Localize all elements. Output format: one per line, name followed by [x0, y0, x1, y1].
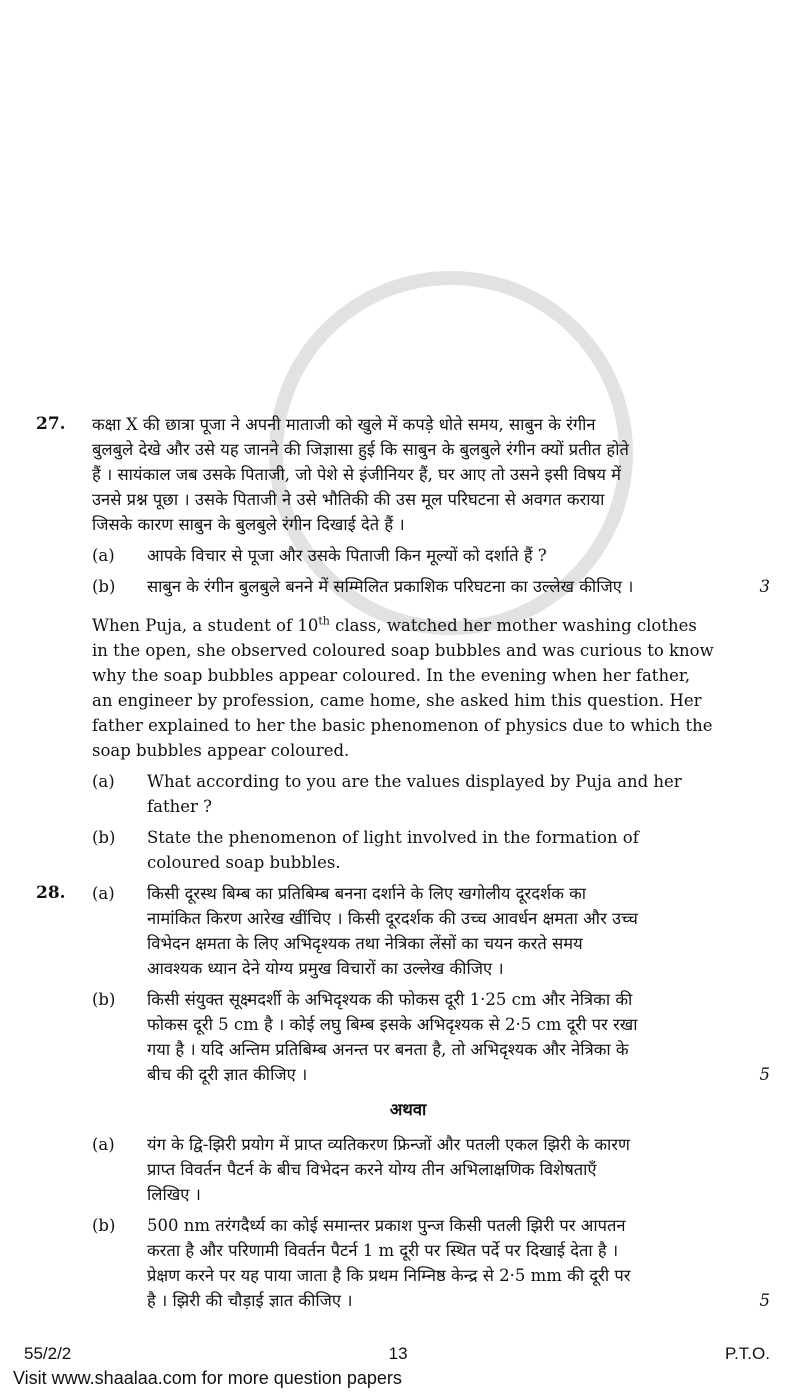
q27-english-a-line: father ?: [147, 797, 212, 816]
please-turn-over: P.T.O.: [724, 1344, 770, 1363]
page-number: 13: [388, 1344, 408, 1363]
q28-a-line: विभेदन क्षमता के लिए अभिदृश्यक तथा नेत्रिका लेंसों का चयन करते समय: [147, 934, 583, 953]
q27-hindi-stem: [36, 412, 770, 537]
q28-or-b-text: [147, 1213, 724, 1313]
q27-english-line: in the open, she observed coloured soap bubbles and was curious to know: [92, 641, 714, 660]
q28-or-b-line: 500 nm तरंगदैर्ध्य का कोई समान्तर प्रकाश पुन्ज किसी पतली झिरी पर आपतन: [147, 1216, 626, 1235]
q27-hindi-b-row: [36, 574, 770, 599]
q28-or-b-row: [36, 1213, 770, 1313]
subpart-label: (b): [92, 990, 116, 1009]
q28-b-line: बीच की दूरी ज्ञात कीजिए ।: [147, 1065, 308, 1084]
q28-a-text: [147, 881, 724, 981]
q27-english-b-line: State the phenomenon of light involved in the formation of: [147, 828, 639, 847]
q27-english-a: [147, 769, 724, 819]
q28-a-line: किसी दूरस्थ बिम्ब का प्रतिबिम्ब बनना दर्शाने के लिए खगोलीय दूरदर्शक का: [147, 884, 587, 903]
marks: 5: [759, 1291, 770, 1310]
marks: 5: [759, 1065, 770, 1084]
q28-a-line: आवश्यक ध्यान देने योग्य प्रमुख विचारों का उल्लेख कीजिए ।: [147, 959, 504, 978]
q27-english-line: an engineer by profession, came home, she asked him this question. Her: [92, 691, 702, 710]
q28-or-a-row: [36, 1132, 770, 1207]
q27-english-stem: [36, 613, 770, 763]
q27-hindi-line: बुलबुले देखे और उसे यह जानने की जिज्ञासा हुई कि साबुन के बुलबुले रंगीन क्यों प्रतीत होते: [92, 440, 629, 459]
q27-english-line: why the soap bubbles appear coloured. In the evening when her father,: [92, 666, 691, 685]
q28-or-a-text: [147, 1132, 724, 1207]
q28-or-a-line: लिखिए ।: [147, 1185, 201, 1204]
q27-english-b-line: coloured soap bubbles.: [147, 853, 341, 872]
q27-hindi-a-row: [36, 543, 770, 568]
q28-or-b-line: है । झिरी की चौड़ाई ज्ञात कीजिए ।: [147, 1291, 353, 1310]
q28-a-line: नामांकित किरण आरेख खींचिए । किसी दूरदर्शक की उच्च आवर्धन क्षमता और उच्च: [147, 909, 638, 928]
q27-hindi-a: आपके विचार से पूजा और उसके पिताजी किन मूल्यों को दर्शाते हैं ?: [147, 546, 547, 565]
q28-b-line: किसी संयुक्त सूक्ष्मदर्शी के अभिदृश्यक की फोकस दूरी 1·25 cm और नेत्रिका की: [147, 990, 633, 1009]
subpart-label: (a): [92, 772, 115, 791]
q27-hindi-line: उनसे प्रश्न पूछा । उसके पिताजी ने उसे भौतिकी की उस मूल परिघटना से अवगत कराया: [92, 490, 605, 509]
q27-english-line: When Puja, a student of 10th class, watched her mother washing clothes: [92, 614, 697, 635]
q28-b-line: फोकस दूरी 5 cm है । कोई लघु बिम्ब इसके अभिदृश्यक से 2·5 cm दूरी पर रखा: [147, 1015, 638, 1034]
q28-or-a-line: प्राप्त विवर्तन पैटर्न के बीच विभेदन करने योग्य तीन अभिलाक्षणिक विशेषताएँ: [147, 1160, 597, 1179]
subpart-label: (b): [92, 828, 116, 847]
paper-code: 55/2/2: [24, 1344, 72, 1363]
footer: [0, 1343, 800, 1365]
q28-or-a-line: यंग के द्वि-झिरी प्रयोग में प्राप्त व्यतिकरण फ्रिन्जों और पतली एकल झिरी के कारण: [147, 1135, 630, 1154]
q27-hindi-b: साबुन के रंगीन बुलबुले बनने में सम्मिलित प्रकाशिक परिघटना का उल्लेख कीजिए ।: [147, 577, 634, 596]
q27-english-b-row: [36, 825, 770, 875]
q28-or-b-line: करता है और परिणामी विवर्तन पैटर्न 1 m दूरी पर स्थित पर्दे पर दिखाई देता है ।: [147, 1241, 619, 1260]
q27-english-line: father explained to her the basic phenomenon of physics due to which the: [92, 716, 713, 735]
or-heading: अथवा: [389, 1100, 427, 1119]
q27-english-b: [147, 825, 724, 875]
visit-link[interactable]: Visit www.shaalaa.com for more question papers: [13, 1368, 402, 1388]
q28-b-line: गया है । यदि अन्तिम प्रतिबिम्ब अनन्त पर बनता है, तो अभिदृश्यक और नेत्रिका के: [147, 1040, 629, 1059]
subpart-label: (b): [92, 577, 116, 596]
q27-english-a-row: [36, 769, 770, 819]
q28-or-b-line: प्रेक्षण करने पर यह पाया जाता है कि प्रथम निम्निष्ठ केन्द्र से 2·5 mm की दूरी पर: [147, 1266, 631, 1285]
subpart-label: (a): [92, 884, 115, 903]
q27-hindi-line: जिसके कारण साबुन के बुलबुले रंगीन दिखाई देते हैं ।: [92, 515, 405, 534]
question-number: 28.: [36, 883, 66, 903]
q27-hindi-line: कक्षा X की छात्रा पूजा ने अपनी माताजी को खुले में कपड़े धोते समय, साबुन के रंगीन: [92, 415, 596, 434]
q28-b-row: [36, 987, 770, 1087]
q27-english-a-line: What according to you are the values displayed by Puja and her: [147, 772, 682, 791]
q27-english-line: soap bubbles appear coloured.: [92, 741, 350, 760]
q28-b-text: [147, 987, 724, 1087]
question-number: 27.: [36, 414, 66, 434]
marks: 3: [759, 577, 770, 596]
subpart-label: (b): [92, 1216, 116, 1235]
q27-english-text: [92, 613, 724, 763]
subpart-label: (a): [92, 1135, 115, 1154]
q27-hindi-line: हैं । सायंकाल जब उसके पिताजी, जो पेशे से इंजीनियर हैं, घर आए तो उसने इसी विषय में: [92, 465, 622, 484]
q27-hindi-text: [92, 412, 724, 537]
or-row: [36, 1093, 770, 1126]
subpart-label: (a): [92, 546, 115, 565]
q28-a-row: [36, 881, 770, 981]
